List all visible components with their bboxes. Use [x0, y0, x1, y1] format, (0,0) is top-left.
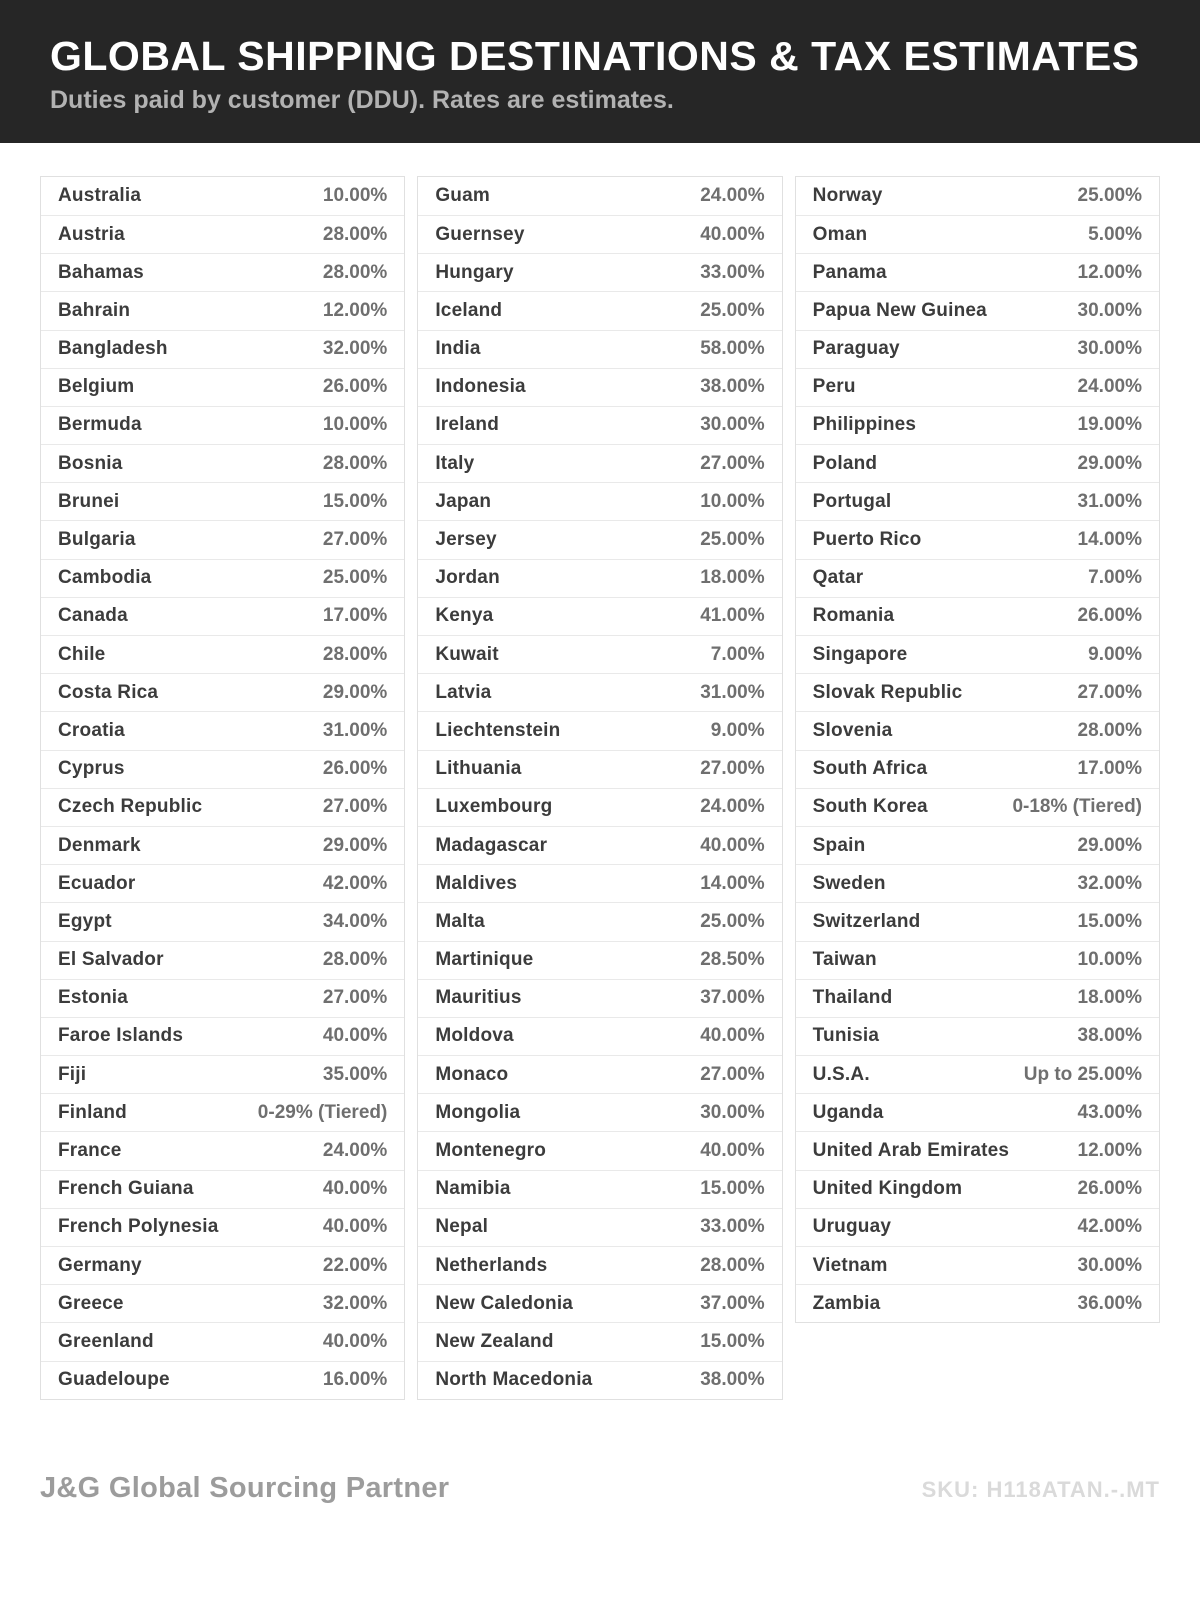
tax-rate: 27.00%: [700, 758, 765, 780]
tax-rate: 29.00%: [1077, 834, 1142, 856]
tax-rate: 41.00%: [700, 605, 765, 627]
table-row: [418, 1055, 781, 1093]
country-name: Uganda: [812, 1101, 884, 1123]
country-name: Bulgaria: [58, 529, 136, 551]
country-name: Puerto Rico: [812, 529, 922, 551]
country-name: Brunei: [58, 490, 120, 512]
country-name: Mauritius: [435, 987, 522, 1009]
table-row: [418, 1284, 781, 1322]
table-row: [796, 1055, 1159, 1093]
tax-rate: 28.00%: [322, 261, 388, 283]
tax-rate: 10.00%: [322, 414, 388, 436]
rate-column-1: [40, 176, 405, 1400]
country-name: Netherlands: [435, 1254, 548, 1276]
tax-rate: 0-29% (Tiered): [257, 1101, 388, 1123]
table-row: [418, 1017, 781, 1055]
country-name: Poland: [812, 452, 878, 474]
country-name: Denmark: [58, 834, 141, 856]
tax-rate: 27.00%: [1077, 681, 1142, 703]
table-row: [418, 1361, 781, 1399]
table-row: [796, 1017, 1159, 1055]
table-row: [41, 597, 404, 635]
tax-rate: 40.00%: [700, 1025, 765, 1047]
tax-rate: 34.00%: [322, 910, 388, 932]
table-row: [41, 253, 404, 291]
tax-rate: 24.00%: [1077, 376, 1142, 398]
country-name: Faroe Islands: [58, 1025, 184, 1047]
country-name: India: [435, 338, 481, 360]
table-row: [41, 215, 404, 253]
country-name: French Polynesia: [58, 1216, 219, 1238]
table-row: [796, 330, 1159, 368]
table-row: [41, 1131, 404, 1169]
table-row: [796, 406, 1159, 444]
table-row: [418, 1131, 781, 1169]
country-name: Martinique: [435, 949, 534, 971]
country-name: Bermuda: [58, 414, 142, 436]
country-name: Nepal: [435, 1216, 489, 1238]
table-row: [796, 177, 1159, 215]
table-row: [418, 635, 781, 673]
country-name: Guernsey: [435, 223, 525, 245]
country-name: South Africa: [812, 758, 928, 780]
table-row: [796, 750, 1159, 788]
table-row: [418, 597, 781, 635]
table-row: [41, 177, 404, 215]
table-row: [796, 559, 1159, 597]
tax-rate: 12.00%: [1077, 1140, 1142, 1162]
country-name: Finland: [58, 1101, 127, 1123]
tax-rate: 28.00%: [322, 223, 388, 245]
table-row: [41, 1170, 404, 1208]
table-row: [796, 253, 1159, 291]
country-name: Oman: [812, 223, 868, 245]
table-row: [796, 597, 1159, 635]
tax-rate: 38.00%: [700, 376, 765, 398]
country-name: Sweden: [812, 872, 886, 894]
tax-rate: 28.00%: [1077, 719, 1142, 741]
country-name: U.S.A.: [812, 1063, 870, 1085]
country-name: Australia: [58, 184, 142, 206]
tax-rate: 26.00%: [322, 758, 388, 780]
tax-rate: 16.00%: [322, 1369, 388, 1391]
tax-rate: 5.00%: [1088, 223, 1142, 245]
country-name: Mongolia: [435, 1101, 521, 1123]
country-name: Philippines: [812, 414, 917, 436]
table-row: [796, 1246, 1159, 1284]
country-name: Japan: [435, 490, 492, 512]
country-name: Chile: [58, 643, 106, 665]
country-name: South Korea: [812, 796, 928, 818]
table-row: [41, 330, 404, 368]
country-name: Spain: [812, 834, 866, 856]
country-name: Bangladesh: [58, 338, 168, 360]
tax-rate: 43.00%: [1077, 1101, 1142, 1123]
country-name: Jordan: [435, 567, 500, 589]
country-name: Greenland: [58, 1330, 154, 1352]
country-name: Indonesia: [435, 376, 526, 398]
table-row: [796, 291, 1159, 329]
tax-rate: 17.00%: [322, 605, 388, 627]
table-row: [41, 711, 404, 749]
tax-rate: 10.00%: [700, 490, 765, 512]
table-row: [41, 941, 404, 979]
country-name: Slovenia: [812, 719, 893, 741]
country-name: Czech Republic: [58, 796, 203, 818]
country-name: Moldova: [435, 1025, 514, 1047]
country-name: Lithuania: [435, 758, 522, 780]
country-name: Zambia: [812, 1292, 881, 1314]
country-name: Uruguay: [812, 1216, 892, 1238]
tax-rate: 27.00%: [322, 796, 388, 818]
table-row: [41, 1208, 404, 1246]
country-name: Tunisia: [812, 1025, 880, 1047]
country-name: Madagascar: [435, 834, 548, 856]
table-row: [796, 788, 1159, 826]
country-name: Peru: [812, 376, 856, 398]
table-row: [418, 711, 781, 749]
table-row: [41, 1055, 404, 1093]
country-name: Norway: [812, 184, 883, 206]
tax-rate: 22.00%: [322, 1254, 388, 1276]
country-name: Liechtenstein: [435, 719, 561, 741]
table-row: [418, 1322, 781, 1360]
table-row: [41, 406, 404, 444]
table-row: [418, 673, 781, 711]
table-row: [41, 635, 404, 673]
table-row: [418, 482, 781, 520]
table-row: [41, 368, 404, 406]
tax-rate: 40.00%: [700, 834, 765, 856]
country-name: Egypt: [58, 910, 112, 932]
tax-rate: 26.00%: [322, 376, 388, 398]
country-name: Croatia: [58, 719, 125, 741]
table-row: [41, 444, 404, 482]
tax-rate: 38.00%: [700, 1369, 765, 1391]
country-name: Maldives: [435, 872, 518, 894]
country-name: Singapore: [812, 643, 908, 665]
tax-rate: 30.00%: [700, 1101, 765, 1123]
tax-rate: 10.00%: [322, 184, 388, 206]
tax-rate: 28.00%: [322, 949, 388, 971]
table-row: [418, 215, 781, 253]
country-name: Bosnia: [58, 452, 123, 474]
tax-rate: 30.00%: [1077, 338, 1142, 360]
table-row: [796, 368, 1159, 406]
country-name: Latvia: [435, 681, 492, 703]
country-name: Cambodia: [58, 567, 152, 589]
table-row: [796, 1093, 1159, 1131]
table-row: [796, 635, 1159, 673]
table-row: [418, 368, 781, 406]
table-row: [418, 520, 781, 558]
country-name: Guam: [435, 184, 490, 206]
country-name: Jersey: [435, 529, 497, 551]
tax-rate: 40.00%: [700, 1140, 765, 1162]
tax-rate: 40.00%: [322, 1178, 388, 1200]
tax-rate: 30.00%: [700, 414, 765, 436]
rate-column-2: [417, 176, 782, 1400]
tax-rate: 40.00%: [700, 223, 765, 245]
tax-rate: 25.00%: [322, 567, 388, 589]
rate-column-3: [795, 176, 1160, 1324]
tax-rate: 31.00%: [1077, 490, 1142, 512]
table-row: [41, 1284, 404, 1322]
country-name: Hungary: [435, 261, 514, 283]
country-name: Monaco: [435, 1063, 509, 1085]
table-row: [418, 1170, 781, 1208]
tax-rate: 25.00%: [700, 299, 765, 321]
country-name: Luxembourg: [435, 796, 553, 818]
table-row: [418, 1093, 781, 1131]
country-name: Ireland: [435, 414, 500, 436]
table-row: [796, 1131, 1159, 1169]
tax-rate: 14.00%: [1077, 529, 1142, 551]
tax-rate: 24.00%: [700, 796, 765, 818]
country-name: Kenya: [435, 605, 494, 627]
table-row: [41, 1093, 404, 1131]
tax-rate: 12.00%: [322, 299, 388, 321]
table-row: [41, 1246, 404, 1284]
tax-rate: 30.00%: [1077, 299, 1142, 321]
tax-rate: 12.00%: [1077, 261, 1142, 283]
table-row: [41, 902, 404, 940]
country-name: Slovak Republic: [812, 681, 963, 703]
tax-rate: 30.00%: [1077, 1254, 1142, 1276]
tax-rate: 24.00%: [700, 184, 765, 206]
table-row: [796, 1284, 1159, 1322]
table-row: [41, 864, 404, 902]
tax-rate: 42.00%: [1077, 1216, 1142, 1238]
table-row: [796, 215, 1159, 253]
country-name: Switzerland: [812, 910, 921, 932]
table-row: [796, 711, 1159, 749]
country-name: Malta: [435, 910, 485, 932]
tax-rate: 32.00%: [322, 1292, 388, 1314]
tax-rate: 28.00%: [700, 1254, 765, 1276]
table-row: [796, 1208, 1159, 1246]
tax-rate: 29.00%: [1077, 452, 1142, 474]
tax-rate: 7.00%: [710, 643, 765, 665]
country-name: Guadeloupe: [58, 1369, 170, 1391]
tax-rate: 37.00%: [700, 1292, 765, 1314]
table-row: [418, 750, 781, 788]
table-row: [418, 406, 781, 444]
country-name: Greece: [58, 1292, 124, 1314]
tax-rate: 17.00%: [1077, 758, 1142, 780]
table-row: [41, 520, 404, 558]
tax-rate: 9.00%: [710, 719, 765, 741]
tax-rate: 18.00%: [700, 567, 765, 589]
tax-rate: 27.00%: [322, 987, 388, 1009]
country-name: Kuwait: [435, 643, 499, 665]
tax-rate: 32.00%: [322, 338, 388, 360]
country-name: United Kingdom: [812, 1178, 963, 1200]
tax-rate: 26.00%: [1077, 1178, 1142, 1200]
country-name: Taiwan: [812, 949, 877, 971]
tax-rate: 7.00%: [1088, 567, 1142, 589]
table-row: [418, 1246, 781, 1284]
table-row: [418, 444, 781, 482]
table-row: [41, 826, 404, 864]
country-name: French Guiana: [58, 1178, 194, 1200]
country-name: Qatar: [812, 567, 864, 589]
country-name: New Caledonia: [435, 1292, 574, 1314]
table-row: [796, 941, 1159, 979]
table-row: [796, 520, 1159, 558]
table-row: [796, 902, 1159, 940]
table-row: [41, 1322, 404, 1360]
table-row: [418, 864, 781, 902]
tax-rate: 15.00%: [322, 490, 388, 512]
country-name: Costa Rica: [58, 681, 159, 703]
table-row: [41, 673, 404, 711]
country-name: Paraguay: [812, 338, 900, 360]
tax-rate: 33.00%: [700, 1216, 765, 1238]
tax-rate: 15.00%: [700, 1330, 765, 1352]
brand-name: J&G Global Sourcing Partner: [40, 1471, 450, 1504]
header-banner: [0, 0, 1200, 143]
table-row: [41, 1361, 404, 1399]
tax-rate: 35.00%: [322, 1063, 388, 1085]
table-row: [418, 559, 781, 597]
country-name: Papua New Guinea: [812, 299, 987, 321]
table-row: [418, 291, 781, 329]
table-row: [41, 482, 404, 520]
country-name: Panama: [812, 261, 887, 283]
table-row: [41, 979, 404, 1017]
country-name: North Macedonia: [435, 1369, 593, 1391]
country-name: Montenegro: [435, 1140, 547, 1162]
table-row: [796, 1170, 1159, 1208]
tax-rate: 33.00%: [700, 261, 765, 283]
tax-rate: 36.00%: [1077, 1292, 1142, 1314]
table-row: [418, 253, 781, 291]
tax-rate: 14.00%: [700, 872, 765, 894]
tax-rate: 27.00%: [700, 452, 765, 474]
table-row: [418, 788, 781, 826]
country-name: Bahamas: [58, 261, 144, 283]
table-row: [418, 330, 781, 368]
country-name: Iceland: [435, 299, 503, 321]
country-name: Canada: [58, 605, 128, 627]
rates-table: [40, 176, 1160, 1400]
country-name: Bahrain: [58, 299, 131, 321]
country-name: Belgium: [58, 376, 135, 398]
tax-rate: 38.00%: [1077, 1025, 1142, 1047]
tax-rate: 37.00%: [700, 987, 765, 1009]
table-row: [418, 902, 781, 940]
country-name: Portugal: [812, 490, 892, 512]
country-name: Romania: [812, 605, 895, 627]
tax-rate: 28.00%: [322, 452, 388, 474]
footer: [40, 1472, 1160, 1505]
country-name: France: [58, 1140, 122, 1162]
page-subtitle: Duties paid by customer (DDU). Rates are estimates.: [50, 86, 674, 115]
country-name: Vietnam: [812, 1254, 888, 1276]
table-row: [41, 559, 404, 597]
tax-rate: 40.00%: [322, 1025, 388, 1047]
tax-rate: 15.00%: [700, 1178, 765, 1200]
tax-rate: 28.50%: [700, 949, 765, 971]
tax-rate: 0-18% (Tiered): [1012, 796, 1142, 818]
table-row: [418, 177, 781, 215]
tax-rate: 40.00%: [322, 1330, 388, 1352]
tax-rate: 32.00%: [1077, 872, 1142, 894]
table-row: [796, 673, 1159, 711]
tax-rate: 40.00%: [322, 1216, 388, 1238]
table-row: [41, 1017, 404, 1055]
tax-rate: 9.00%: [1088, 643, 1142, 665]
tax-rate: 26.00%: [1077, 605, 1142, 627]
table-row: [41, 788, 404, 826]
tax-rate: 27.00%: [322, 529, 388, 551]
table-row: [796, 864, 1159, 902]
tax-rate: 31.00%: [700, 681, 765, 703]
country-name: Namibia: [435, 1178, 511, 1200]
tax-rate: Up to 25.00%: [1023, 1063, 1142, 1085]
country-name: Italy: [435, 452, 475, 474]
table-row: [418, 941, 781, 979]
tax-rate: 29.00%: [322, 834, 388, 856]
country-name: Cyprus: [58, 758, 125, 780]
country-name: Thailand: [812, 987, 893, 1009]
table-row: [418, 1208, 781, 1246]
tax-rate: 29.00%: [322, 681, 388, 703]
tax-rate: 25.00%: [1077, 184, 1142, 206]
tax-rate: 25.00%: [700, 529, 765, 551]
table-row: [796, 444, 1159, 482]
country-name: El Salvador: [58, 949, 164, 971]
sku-label: SKU: H118ATAN.-.MT: [921, 1476, 1160, 1502]
table-row: [796, 826, 1159, 864]
page-title: GLOBAL SHIPPING DESTINATIONS & TAX ESTIMATES: [50, 33, 1140, 79]
tax-rate: 27.00%: [700, 1063, 765, 1085]
tax-rate: 25.00%: [700, 910, 765, 932]
tax-rate: 18.00%: [1077, 987, 1142, 1009]
table-row: [418, 826, 781, 864]
tax-rate: 19.00%: [1077, 414, 1142, 436]
tax-rate: 24.00%: [322, 1140, 388, 1162]
table-row: [41, 291, 404, 329]
table-row: [796, 979, 1159, 1017]
table-row: [41, 750, 404, 788]
tax-rate: 28.00%: [322, 643, 388, 665]
tax-rate: 10.00%: [1077, 949, 1142, 971]
tax-rate: 31.00%: [322, 719, 388, 741]
country-name: Germany: [58, 1254, 142, 1276]
tax-rate: 15.00%: [1077, 910, 1142, 932]
tax-rate: 58.00%: [700, 338, 765, 360]
country-name: Austria: [58, 223, 125, 245]
table-row: [418, 979, 781, 1017]
country-name: Estonia: [58, 987, 129, 1009]
country-name: New Zealand: [435, 1330, 554, 1352]
tax-rate: 42.00%: [322, 872, 388, 894]
country-name: Ecuador: [58, 872, 136, 894]
table-row: [796, 482, 1159, 520]
country-name: Fiji: [58, 1063, 87, 1085]
country-name: United Arab Emirates: [812, 1140, 1010, 1162]
